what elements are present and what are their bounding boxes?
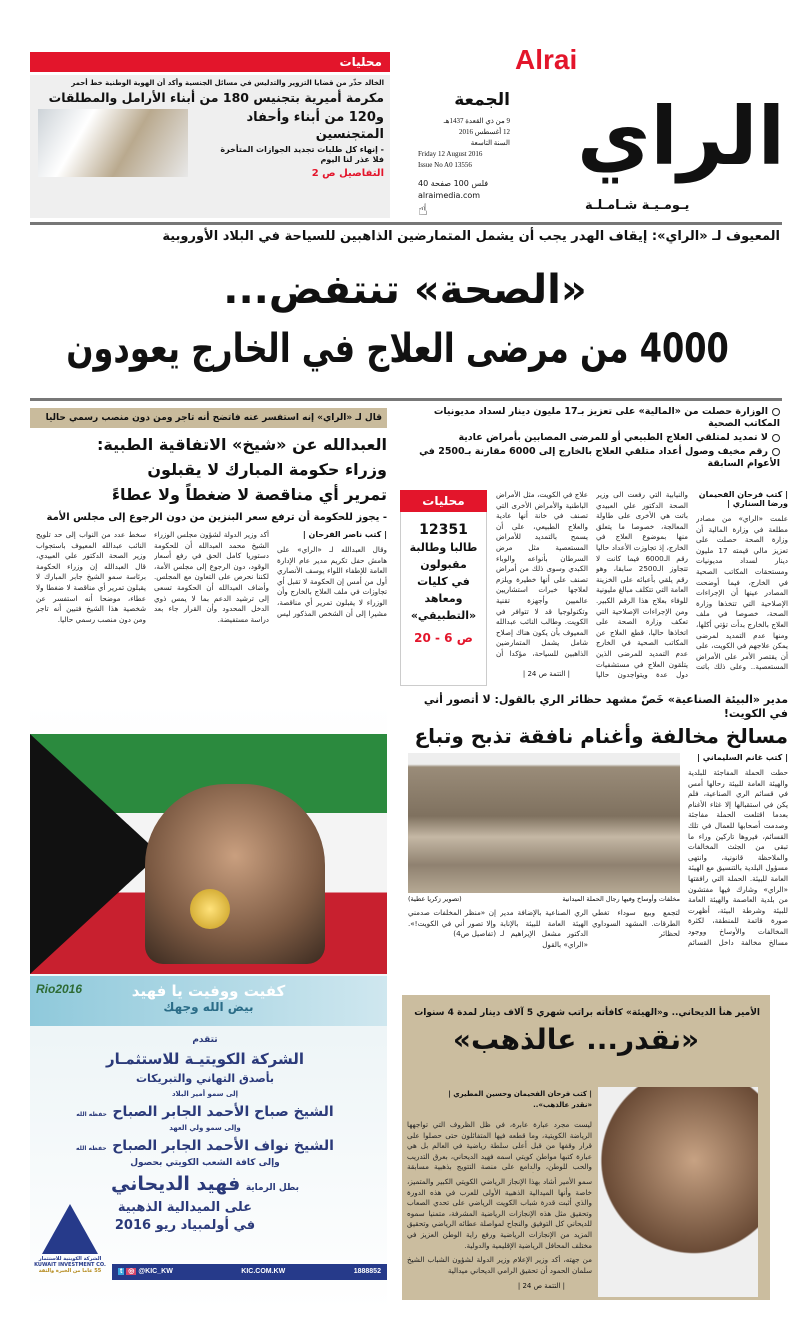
slaughter-headline: مسالخ مخالفة وأغنام نافقة تذبح وتباع bbox=[414, 724, 788, 748]
gold-kicker: الأمير هنأ الديحاني.. و«الهيئة» كافأته براتب شهري 5 آلاف دينار لمدة 4 سنوات bbox=[414, 1008, 760, 1018]
date-ar: 12 أغسطس 2016 bbox=[458, 128, 510, 136]
kic-logo-icon bbox=[42, 1204, 98, 1254]
sidebox-number: 12351 bbox=[419, 522, 468, 538]
sidebox-text: «التطبيقي» bbox=[410, 609, 477, 622]
abdullah-sub: - يجوز للحكومة أن ترفع سعر البنزين من دون الرجوع إلى مجلس الأمة bbox=[46, 512, 387, 523]
byline: | كتب فرحان الفحيمان وحسين المطيري | bbox=[448, 1090, 592, 1098]
logo-arabic: الراي bbox=[577, 90, 785, 183]
twitter-icon: t bbox=[120, 1268, 123, 1275]
ad-phone: 1888852 bbox=[353, 1268, 381, 1275]
byline: | كتب غانم السليماني | bbox=[697, 753, 788, 762]
date-en: Friday 12 August 2016 bbox=[418, 150, 483, 158]
ad-text: وإلى سمو ولي العهد bbox=[169, 1124, 241, 1132]
ad-crown-prince: الشيخ نواف الأحمد الجابر الصباح bbox=[112, 1138, 334, 1154]
circle-bullet-icon bbox=[772, 434, 780, 442]
kic-logo-text bbox=[32, 1256, 108, 1274]
headline-line: العبدالله عن «شيخ» الاتفاقية الطبية: bbox=[97, 435, 387, 454]
logo-text: 55 عاما من الخبرة والثقة bbox=[38, 1268, 102, 1274]
athlete-photo bbox=[145, 784, 325, 964]
logo-text: KUWAIT INVESTMENT CO. bbox=[34, 1262, 106, 1268]
sidebox-text: مقبولون bbox=[420, 558, 467, 571]
details-link[interactable]: التفاصيل ص 2 bbox=[311, 168, 384, 179]
ad-champion: فهيد الديحاني bbox=[110, 1173, 241, 1195]
divider bbox=[30, 398, 782, 401]
tagline: يـومـيـة شـامـلـة bbox=[585, 198, 690, 213]
bullet-text: لا تمديد لمتلقي العلاج الطبيعي أو للمرضى المصابين بأمراض عادية bbox=[458, 432, 768, 443]
bullet-item bbox=[410, 446, 780, 470]
issue-number: Issue No A0 13556 bbox=[418, 161, 472, 169]
ad-text: بأصدق التهاني والتبريكات bbox=[135, 1072, 275, 1085]
article-text: علمت «الراي» من مصادر مطلعة في وزارة المالية أن وزارة الصحة حصلت على تعزيز مالي قيمته 17 مليون دينار لسداد مديونيات ومستحقات المكاتب الصحية في الخارج، فيما أوضحت المصادر عينها أن الإجراءات الإصلاحية التي تتخذها وزارة الصحة، خصوصا في ملف العلاج بالخارج بدأت تؤتي أكلها، ومنها عدم التمديد لمرضى يمكن علاجهم في الكويت، على أن يقتصر الأمر على الأمراض المستعصية.. وعلى ذلك باتت bbox=[696, 514, 788, 672]
bullet-item bbox=[410, 406, 780, 430]
hijri-date: 9 من ذي القعدة 1437هـ bbox=[443, 117, 510, 125]
divider bbox=[30, 222, 782, 225]
issue-info bbox=[418, 90, 510, 219]
slaughter-photo bbox=[408, 753, 680, 893]
photo-credit: (تصوير زكريا عطية) bbox=[408, 895, 462, 903]
pages: 100 صفحة bbox=[430, 179, 469, 188]
ad-text: على الميدالية الذهبية bbox=[117, 1200, 253, 1215]
ad-website[interactable]: KIC.COM.KW bbox=[241, 1268, 286, 1275]
lead-bullets bbox=[410, 406, 780, 472]
headline-line: وزراء حكومة المبارك لا يقبلون bbox=[147, 460, 387, 479]
hand-pointer-icon: ☝ bbox=[418, 200, 428, 219]
lead-kicker: المعيوف لـ «الراي»: إيقاف الهدر يجب أن يشمل المتمارضين الذاهبين للسياحة في البلاد الأوروبية bbox=[162, 229, 780, 244]
bullet-text: الوزارة حصلت من «المالية» على تعزيز بـ17 مليون دينار لسداد مديونيات المكاتب الصحية bbox=[433, 406, 780, 429]
banner-text: كفيت ووفيت يا فهيد bbox=[131, 982, 286, 1000]
sidebox-text: طالبا وطالبة bbox=[409, 541, 478, 554]
website-link[interactable]: alraimedia.com bbox=[418, 191, 481, 200]
ad-text: تتقدم bbox=[192, 1035, 218, 1045]
price: 40 فلس bbox=[418, 179, 489, 188]
ad-company: الشركة الكويتيـة للاستثمـار bbox=[105, 1050, 305, 1068]
top-story-photo bbox=[38, 109, 188, 177]
lead-headline-2: 4000 من مرضى العلاج في الخارج يعودون bbox=[66, 324, 729, 372]
kic-advertisement[interactable] bbox=[30, 704, 387, 1309]
top-story-kicker: الخالد حذّر من قضايا التزوير والتدليس في مسائل الجنسية وأكد أن الهوية الوطنية خط أحمر bbox=[71, 79, 384, 87]
section-label-local: محليات bbox=[30, 52, 390, 72]
circle-bullet-icon bbox=[772, 408, 780, 416]
caption-text: مخلفات وأوساخ وفيها رجال الحملة الميدانية bbox=[562, 895, 680, 903]
flag-black-wedge bbox=[30, 734, 160, 974]
circle-bullet-icon bbox=[772, 448, 780, 456]
gold-story[interactable] bbox=[402, 995, 770, 1300]
masthead bbox=[515, 40, 785, 220]
article-text: سخط عدد من النواب إلى حد تلويح النائب عبدالله المعيوف باستجواب وزير الصحة الدكتور علي العبيدي، قال العبدالله إن وزراء الحكومة برئاسة سمو الشيخ جابر المبارك لا يقبلون تمرير أي مناقصة لا ضغطا ولا عطاء، موضحا أنه استفسر عن شخصية هذا الشيخ فتبين أنه تاجر ومن دون منصب رسمي حاليا. bbox=[36, 530, 146, 624]
bullet-text: رقم مخيف وصول أعداد متلقي العلاج بالخارج إلى 6000 مقارنة بـ2500 في الأعوام السابقة bbox=[419, 446, 780, 469]
logo-latin: Alrai bbox=[515, 44, 578, 75]
slaughter-kicker: مدير «البيئة الصناعية» خَصّ مشهد حظائر الري بالقول: لا أتصور أني في الكويت! bbox=[423, 693, 788, 720]
article-text: حطت الحملة المفاجئة للبلدية والهيئة العامة للبيئة رحالها أمس في قسائم الري الصناعية، فلم يكن في استقبالها إلا غثاء الأغنام بعدما اقتلعت الحملة مفاجئة وصدمت أصحابها للعمال في تلك القسائم، فيروها تاركين وراء ما تبقى من الجثث المخالفات والملاحظة قانونية، وانتهى مسؤول البلدية بالتنسيق مع الهيئة العامة للبيئة. الحملة التي رافقتها «الراي» وشارك فيها مفتشون من بلدية العاصمة والهيئة العامة للبيئة وشرطة البيئة، أظهرت صورة قاتمة للمنطقة، لكثرة المخالفات والأوساخ ووجود مسالخ مخالفة داخل القسائم bbox=[688, 768, 788, 947]
social-handle[interactable]: @KIC_KW bbox=[138, 1268, 173, 1275]
sidebox-applied[interactable] bbox=[400, 490, 487, 686]
ad-text: وإلى كافة الشعب الكويتي بحصول bbox=[130, 1158, 280, 1168]
byline: | كتب فرحان الفحيمان ورضا السناري | bbox=[698, 490, 788, 508]
article-text: أكد وزير الدولة لشؤون مجلس الوزراء الشيخ محمد العبدالله أن للحكومة دستوريا كامل الحق في رفع أسعار الوقود، دون الرجوع إلى مجلس الأمة، لكننا نحرص على التعاون مع المجلس. وأضاف العبدالله أن الحكومة تسعى إلى ترشيد الدعم بما لا يمس ذوي الدخل المحدود وأن القرار جاء بعد دراسة مستفيضة. bbox=[154, 530, 269, 624]
gold-medal bbox=[190, 889, 230, 929]
top-story-sub: - إنهاء كل طلبات تجديد الجوازات المتأخرة bbox=[220, 145, 384, 154]
year: السنة التاسعة bbox=[470, 139, 510, 147]
slaughter-story bbox=[408, 693, 788, 950]
sidebox-text: في كليات bbox=[417, 575, 470, 588]
ad-text: حفظه الله bbox=[76, 1111, 107, 1118]
abdullah-headline bbox=[30, 432, 387, 507]
instagram-icon: ◎ bbox=[128, 1268, 135, 1275]
article-text: من جهته، أكد وزير الإعلام وزير الدولة لشؤون الشباب الشيخ سلمان الحمود أن تحقيق الرامي الديحاني ميدالية bbox=[407, 1255, 592, 1275]
byline: | كتب ناصر الفرحان | bbox=[302, 530, 387, 539]
ad-contact-bar bbox=[112, 1264, 387, 1280]
article-text: سمو الأمير أشاد بهذا الإنجاز الرياضي الكويتي الكبير والمتميز، خاصة وأنها الميدالية الذهبية الأولى للعرب في هذه الدورة والذي أثبت قدرة شباب الكويت الرياضي على تحدي الصعاب وتحقيق مثل هذه الإنجازات الرياضية المشرفة، متمنيا سموه للديحاني كل التوفيق والنجاح لمواصلة عطائه الرياضي وتحقيق المزيد من الإنجازات الرياضية ورفع راية الوطن العزيز في مختلف المحافل الرياضية الإقليمية والدولية. bbox=[407, 1177, 592, 1250]
sidebox-pages-link[interactable]: ص 6 - 20 bbox=[414, 631, 473, 645]
ad-text: حفظه الله bbox=[76, 1145, 107, 1152]
ad-banner bbox=[30, 976, 387, 1026]
ad-emir: الشيخ صباح الأحمد الجابر الصباح bbox=[112, 1104, 334, 1120]
continued-link[interactable]: | التتمة ص 24 | bbox=[522, 670, 570, 678]
section-label-local: محليات bbox=[400, 490, 487, 512]
sidebox-text: ومعاهد bbox=[424, 592, 463, 605]
rio2016-logo: Rio2016 bbox=[36, 982, 83, 996]
ad-text: في أولمبياد ريو 2016 bbox=[114, 1218, 256, 1233]
ad-text: بطل الرماية bbox=[245, 1183, 300, 1193]
top-story-sub-2: فلا عذر لنا اليوم bbox=[320, 155, 384, 164]
headline-line: تمرير أي مناقصة لا ضغطاً ولا عطاءً bbox=[111, 485, 387, 504]
article-text: الري الصناعية بالإضافة مدير الهيئة العامة للبيئة بالإنابة الدكتور مشعل الإبراهيم لـ «الراي» بالقول bbox=[500, 908, 588, 949]
continued-link[interactable]: | التتمة ص 24 | bbox=[517, 1282, 565, 1290]
article-text: والنيابية التي رفعت الى وزير الصحة الدكتور علي العبيدي باتت هي الأخرى على طاولة المعالجة، خصوصا ما يتعلق منها بموضوع العلاج في الخارج، إذ تجاوزت الأعداد حاليا رقم الـ6000 فيما كانت لا تتجاوز الـ2500 سابقا، وهو رقم يلقي بأعبائه على الخزينة العامة التي تتكلف مبالغ مليونية للوفاء بعلاج هذا الرقم الكبير. ومن الإجراءات الإصلاحية التي تعكف وزارة الصحة على اتخاذها حاليا، قطع العلاج عن المكاتب الصحية في الخارج عدم التمديد للمرضى الذين يتلقون العلاج في مستشفيات دول عدة ويتواجدون حاليا bbox=[596, 490, 688, 680]
ad-message bbox=[40, 1029, 370, 1233]
article-text: لتجمع وبيع سوداء تغطي الطرقات. المشهد السوداوي لحظائر bbox=[592, 908, 680, 939]
top-story-headline-2: و120 من أبناء وأحفاد المتجنسين bbox=[246, 110, 384, 142]
top-story-headline: مكرمة أميرية بتجنيس 180 من أبناء الأرامل والمطلقات bbox=[48, 90, 384, 105]
lead-headline: «الصحة» تنتفض... bbox=[223, 267, 587, 313]
article-text: إن «منظر المخلفات صدمني وإلا تصور أني في الكويت!». (تفاصيل ص4) bbox=[408, 908, 496, 939]
abdullah-story bbox=[30, 408, 387, 625]
gold-headline: «نقدر... عالذهب» bbox=[452, 1023, 700, 1056]
ad-text: إلى سمو أمير البلاد bbox=[171, 1090, 239, 1098]
day: الجمعة bbox=[454, 90, 510, 110]
article-text: ليست مجرد عبارة عابرة، في ظل الظروف التي تواجهها الرياضة الكويتية، وما قطعه فيها المتفائلون حتى حصلوا على قرار وقفها من قبل أعلى سلطة رياضية في العالم بل هي عبارة كتبها مواطن كويتي اسمه فهيد الديحاني، بعرق التدريب والحب للوطن، والدامع على منصة التتويج بذهبية مسابقة bbox=[407, 1120, 592, 1172]
top-story[interactable] bbox=[30, 75, 390, 218]
lead-col-1 bbox=[696, 490, 788, 673]
article-text: وقال العبدالله لـ «الراي» على هامش حفل تكريم مدير عام الإدارة العامة للإطفاء اللواء يوسف الأنصاري أول من أمس إن الحكومة لا تقبل أي تجاوزات في ملف العلاج بالخارج وأن الوزراء لا يقبلون تمرير أي مناقصة، مشيرا إلى أن الشخص المذكور ليس bbox=[277, 545, 387, 618]
athlete-photo bbox=[598, 1087, 758, 1297]
banner-text: بيض الله وجهك bbox=[163, 1000, 254, 1014]
bullet-item bbox=[410, 432, 780, 444]
article-text: علاج في الكويت، مثل الأمراض الباطنية والأمراض الأخرى التي تصنف في خانة أنها عادية والعلاج الطبيعي، على أن يسمح بالتمديد للأمراض المستعصية مثل مرض السرطان بأنواعه والوباء الكبدي وسوى ذلك من أمراض تصنف على أنها خطيرة ويلزم لعلاجها خبرات استشاريين عالميين وأجهزة تقنية وتكنولوجيا قد لا تتوافر في الكويت. وطالب النائب عبدالله المعيوف بأن يكون هناك إصلاح شامل يشمل المتمارضين الذاهبين للسياحة، مؤكدا أن bbox=[496, 490, 588, 658]
logo-text: الشركة الكويتية للاستثمار bbox=[38, 1256, 102, 1262]
article-text: «نقدر عالذهب».. bbox=[533, 1101, 592, 1109]
abdullah-kicker: قال لـ «الراي» إنه استفسر عنه فاتضح أنه تاجر ومن دون منصب رسمي حاليا bbox=[30, 408, 387, 428]
photo-caption bbox=[408, 894, 680, 904]
